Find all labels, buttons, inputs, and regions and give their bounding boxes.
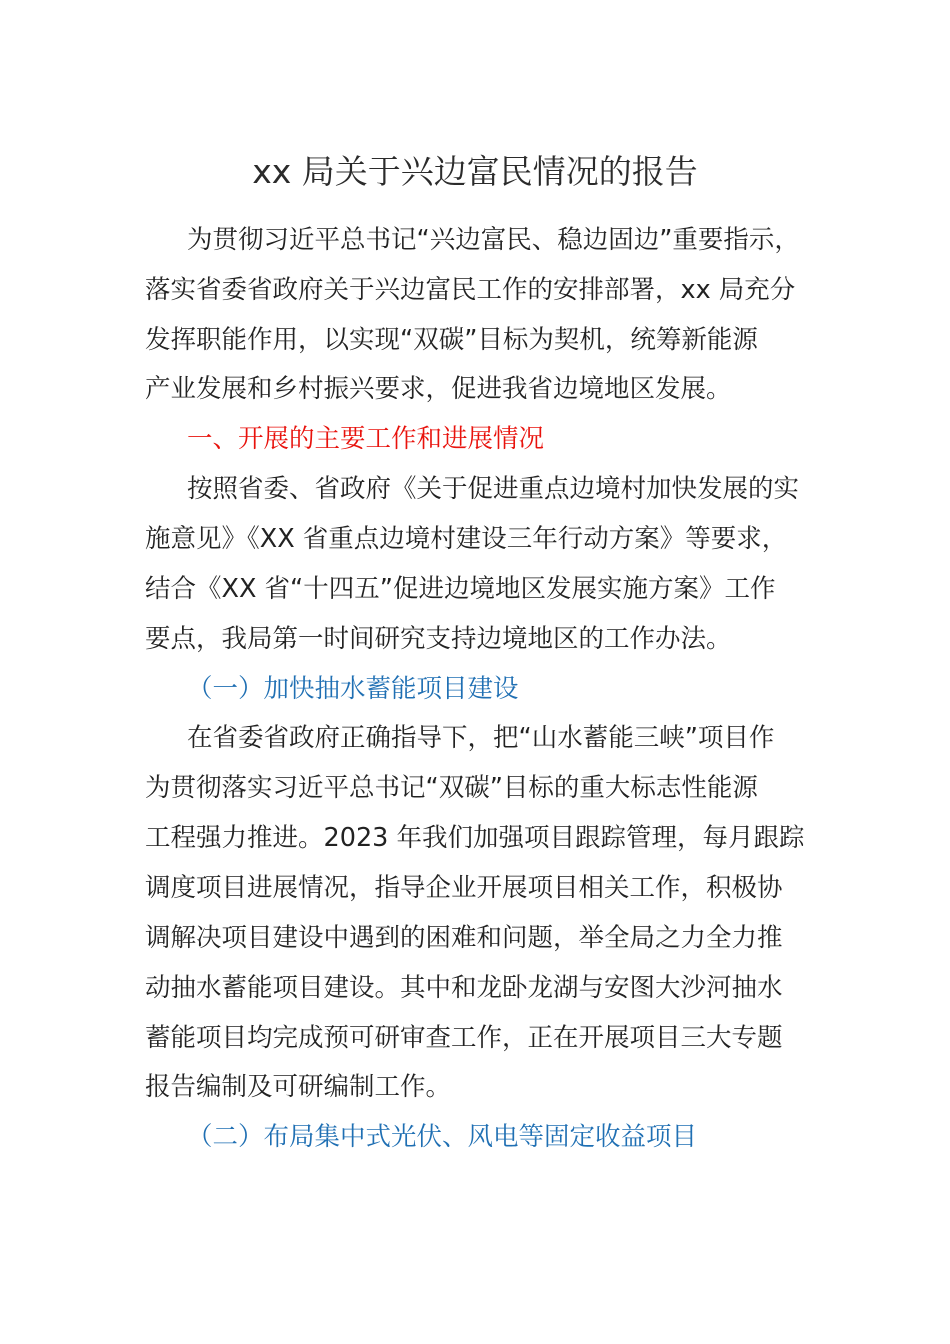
subsection-heading: （二）布局集中式光伏、风电等固定收益项目 <box>187 1122 698 1152</box>
section-heading: 一、开展的主要工作和进展情况 <box>187 424 545 454</box>
section1-line: 按照省委、省政府《关于促进重点边境村加快发展的实 <box>187 474 800 504</box>
section1-line: 要点，我局第一时间研究支持边境地区的工作办法。 <box>145 624 732 654</box>
intro-line: 产业发展和乡村振兴要求，促进我省边境地区发展。 <box>145 374 732 404</box>
subsection1-line: 工程强力推进。2023 年我们加强项目跟踪管理，每月跟踪 <box>145 823 805 853</box>
section1-line: 结合《XX 省“十四五”促进边境地区发展实施方案》工作 <box>145 574 776 604</box>
subsection1-line: 调解决项目建设中遇到的困难和问题，举全局之力全力推 <box>145 923 783 953</box>
subsection1-line: 动抽水蓄能项目建设。其中和龙卧龙湖与安图大沙河抽水 <box>145 973 783 1003</box>
subsection1-line: 为贯彻落实习近平总书记“双碳”目标的重大标志性能源 <box>145 773 758 803</box>
document-title: xx 局关于兴边富民情况的报告 <box>252 152 698 191</box>
intro-line: 落实省委省政府关于兴边富民工作的安排部署，xx 局充分 <box>145 275 796 305</box>
subsection1-line: 在省委省政府正确指导下，把“山水蓄能三峡”项目作 <box>187 723 775 753</box>
subsection1-line: 蓄能项目均完成预可研审查工作，正在开展项目三大专题 <box>145 1023 783 1053</box>
subsection1-line: 报告编制及可研编制工作。 <box>145 1072 452 1102</box>
intro-line: 发挥职能作用，以实现“双碳”目标为契机，统筹新能源 <box>145 325 758 355</box>
subsection1-line: 调度项目进展情况，指导企业开展项目相关工作，积极协 <box>145 873 783 903</box>
intro-line: 为贯彻习近平总书记“兴边富民、稳边固边”重要指示， <box>187 225 800 255</box>
subsection-heading: （一）加快抽水蓄能项目建设 <box>187 674 519 704</box>
section1-line: 施意见》《XX 省重点边境村建设三年行动方案》等要求， <box>145 524 788 554</box>
